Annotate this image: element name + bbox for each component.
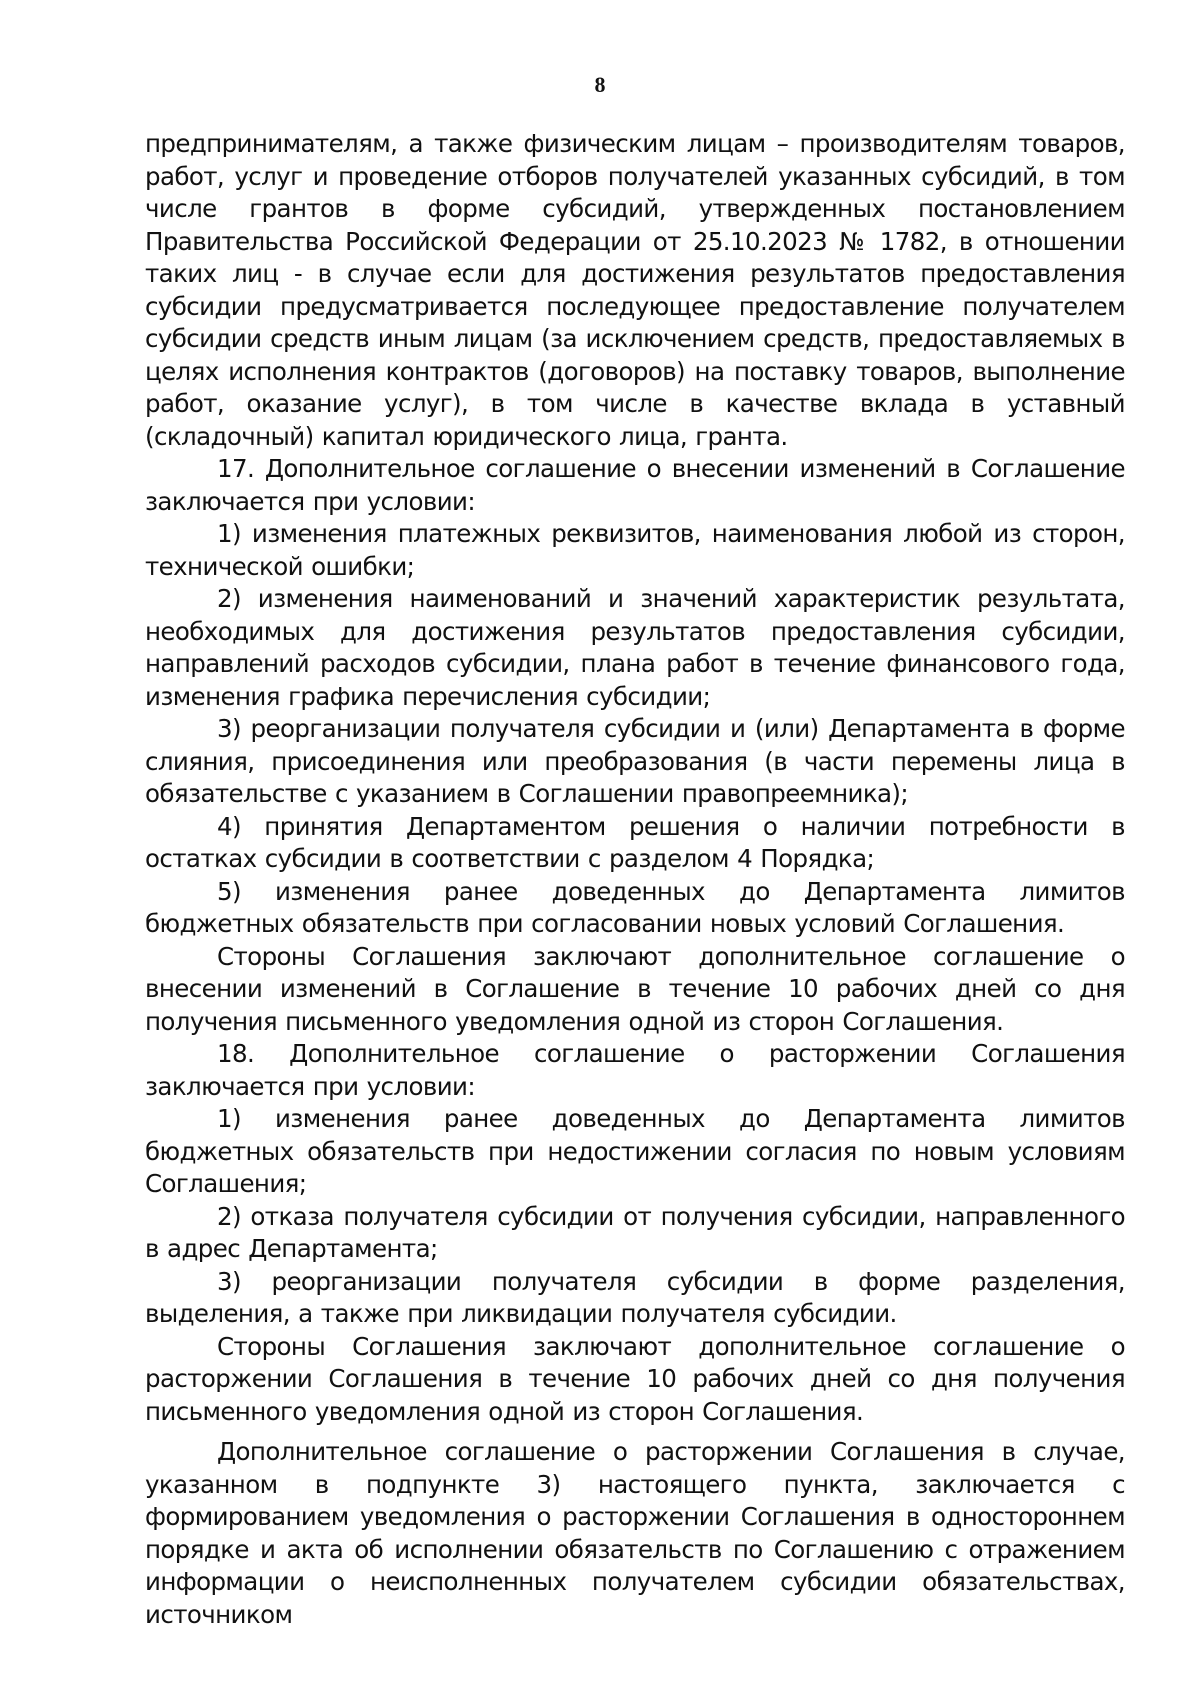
list-item-17-2: 2) изменения наименований и значений характеристик результата, необходимых для достижения результатов предоставления субсидии, направлений расходов субсидии, плана работ в течение финансового года, изменения графика перечисления субсидии; xyxy=(145,584,1125,711)
paragraph-18-termination: Дополнительное соглашение о расторжении Соглашения в случае, указанном в подпункте 3) настоящего пункта, заключается с формированием уведомления о расторжении Соглашения в одностороннем порядке и акта об исполнении обязательств по Соглашению с отражением информации о неисполненных получателем субсидии обязательствах, источником xyxy=(145,1437,1125,1629)
paragraph-17-parties: Стороны Соглашения заключают дополнительное соглашение о внесении изменений в Соглашение в течение 10 рабочих дней со дня получения письменного уведомления одной из сторон Соглашения. xyxy=(145,941,1125,1036)
list-item-17-3: 3) реорганизации получателя субсидии и (или) Департамента в форме слияния, присоединения или преобразования (в части перемены лица в обязательстве с указанием в Соглашении правопреемника); xyxy=(145,714,1125,808)
paragraph-18-parties: Стороны Соглашения заключают дополнительное соглашение о расторжении Соглашения в течение 10 рабочих дней со дня получения письменного уведомления одной из сторон Соглашения. xyxy=(145,1331,1125,1426)
list-item-18-1: 1) изменения ранее доведенных до Департамента лимитов бюджетных обязательств при недостижении согласия по новым условиям Соглашения; xyxy=(145,1104,1125,1198)
page-number: 8 xyxy=(594,72,606,97)
list-item-17-4: 4) принятия Департаментом решения о наличии потребности в остатках субсидии в соответствии с разделом 4 Порядка; xyxy=(145,811,1125,873)
document-body xyxy=(145,128,1125,1631)
list-item-17-5: 5) изменения ранее доведенных до Департамента лимитов бюджетных обязательств при согласовании новых условий Соглашения. xyxy=(145,876,1125,938)
list-item-18-2: 2) отказа получателя субсидии от получения субсидии, направленного в адрес Департамента; xyxy=(145,1201,1125,1263)
list-item-18-3: 3) реорганизации получателя субсидии в форме разделения, выделения, а также при ликвидации получателя субсидии. xyxy=(145,1266,1125,1328)
list-item-17-1: 1) изменения платежных реквизитов, наименования любой из сторон, технической ошибки; xyxy=(145,519,1125,581)
paragraph-clause-17: 17. Дополнительное соглашение о внесении изменений в Соглашение заключается при условии: xyxy=(145,454,1125,516)
paragraph-clause-18: 18. Дополнительное соглашение о расторжении Соглашения заключается при условии: xyxy=(145,1039,1125,1101)
paragraph-continuation: предпринимателям, а также физическим лицам – производителям товаров, работ, услуг и проведение отборов получателей указанных субсидий, в том числе грантов в форме субсидий, утвержденных постановлением Правительства Российской Федерации от 25.10.2023 № 1782, в отношении таких лиц - в случае если для достижения результатов предоставления субсидии предусматривается последующее предоставление получателем субсидии средств иным лицам (за исключением средств, предоставляемых в целях исполнения контрактов (договоров) на поставку товаров, выполнение работ, оказание услуг), в том числе в качестве вклада в уставный (складочный) капитал юридического лица, гранта. xyxy=(145,129,1125,451)
